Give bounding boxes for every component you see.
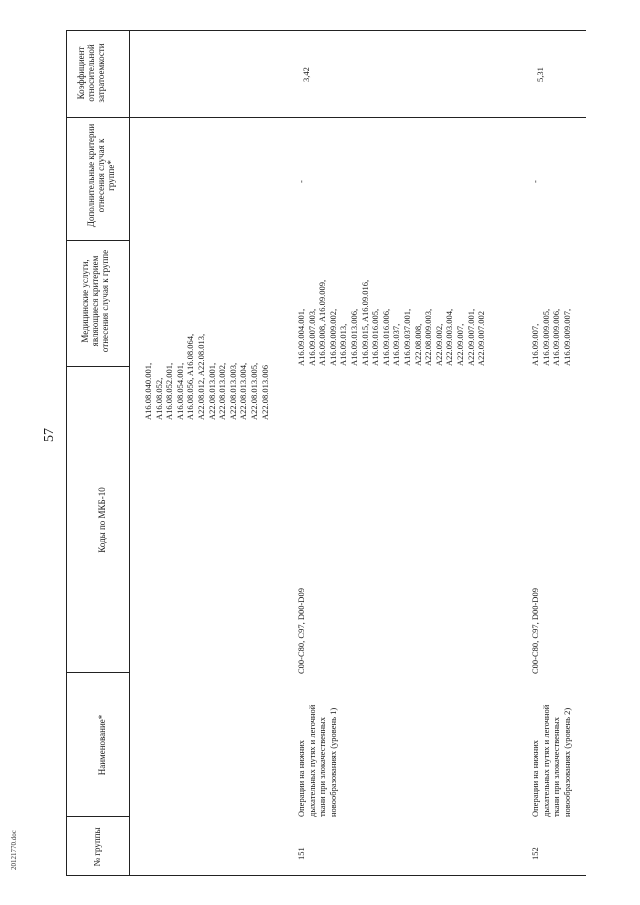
header-mkb-text: Коды по МКБ-10 [97, 487, 107, 553]
column-divider-extra [66, 240, 130, 241]
services-cell-151: A16.09.004.001, A16.09.007.003, A16.09.008, A16.09.009, A16.09.009.002, A16.09.013, A16.09.013.006, A16.09.015, A16.09.016, A16.09.016.005, A16.09.016.006, A16.09.037, A16.09.037.001, A22.08.008, A22.08.009.003, A22.09.002, A22.09.003.004, A22.09.007, A22.09.007.001, A22.09.007.002 [296, 279, 487, 366]
services-cell-continuation: A16.08.040.001, A16.08.052, A16.08.052.001, A16.08.054.001, A16.08.056, A16.08.064, A22.08.012, A22.08.013, A22.08.013.001, A22.08.013.002, A22.08.013.003, A22.08.013.004, A22.08.013.005, A22.08.013.006 [143, 333, 270, 420]
name-cell-151: Операции на нижних дыхательных путях и легочной ткани при злокачественных новообразованиях (уровень 1) [296, 704, 338, 817]
document-reference: 20121770.doc [10, 830, 18, 870]
table-frame-right [66, 30, 586, 31]
column-divider-coef [66, 117, 586, 118]
column-divider-mkb [66, 672, 130, 673]
header-services-text: Медицинские услуги, являющиеся критерием отнесения случая к группе [80, 249, 110, 353]
extra-cell-152: - [530, 180, 540, 183]
coef-cell-152: 5,31 [535, 67, 545, 82]
name-cell-152: Операции на нижних дыхательных путях и легочной ткани при злокачественных новообразованиях (уровень 2) [530, 704, 572, 817]
extra-cell-151: - [296, 180, 306, 183]
group-no-cell-151: 151 [296, 847, 306, 860]
mkb-cell-152: C00-C80, C97, D00-D09 [530, 588, 540, 674]
header-coef-text: Коэффициент относительной затратоемкости [76, 43, 106, 103]
header-extra-text: Дополнительные критерии отнесения случая к группе* [86, 123, 116, 228]
mkb-cell-151: C00-C80, C97, D00-D09 [296, 588, 306, 674]
table-frame-header-rule [129, 30, 130, 875]
header-name-text: Наименование* [97, 714, 107, 776]
group-no-cell-152: 152 [530, 847, 540, 860]
column-divider-name [66, 816, 130, 817]
services-cell-152: A16.09.007, A16.09.009.005, A16.09.009.006, A16.09.009.007, [530, 308, 572, 366]
header-group-no-text: № группы [92, 827, 102, 867]
coef-cell-151: 3,42 [301, 67, 311, 82]
table-frame-top-rule [66, 30, 67, 875]
column-divider-services [66, 366, 130, 367]
table-frame-left [66, 875, 586, 876]
page-number: 57 [42, 428, 57, 442]
